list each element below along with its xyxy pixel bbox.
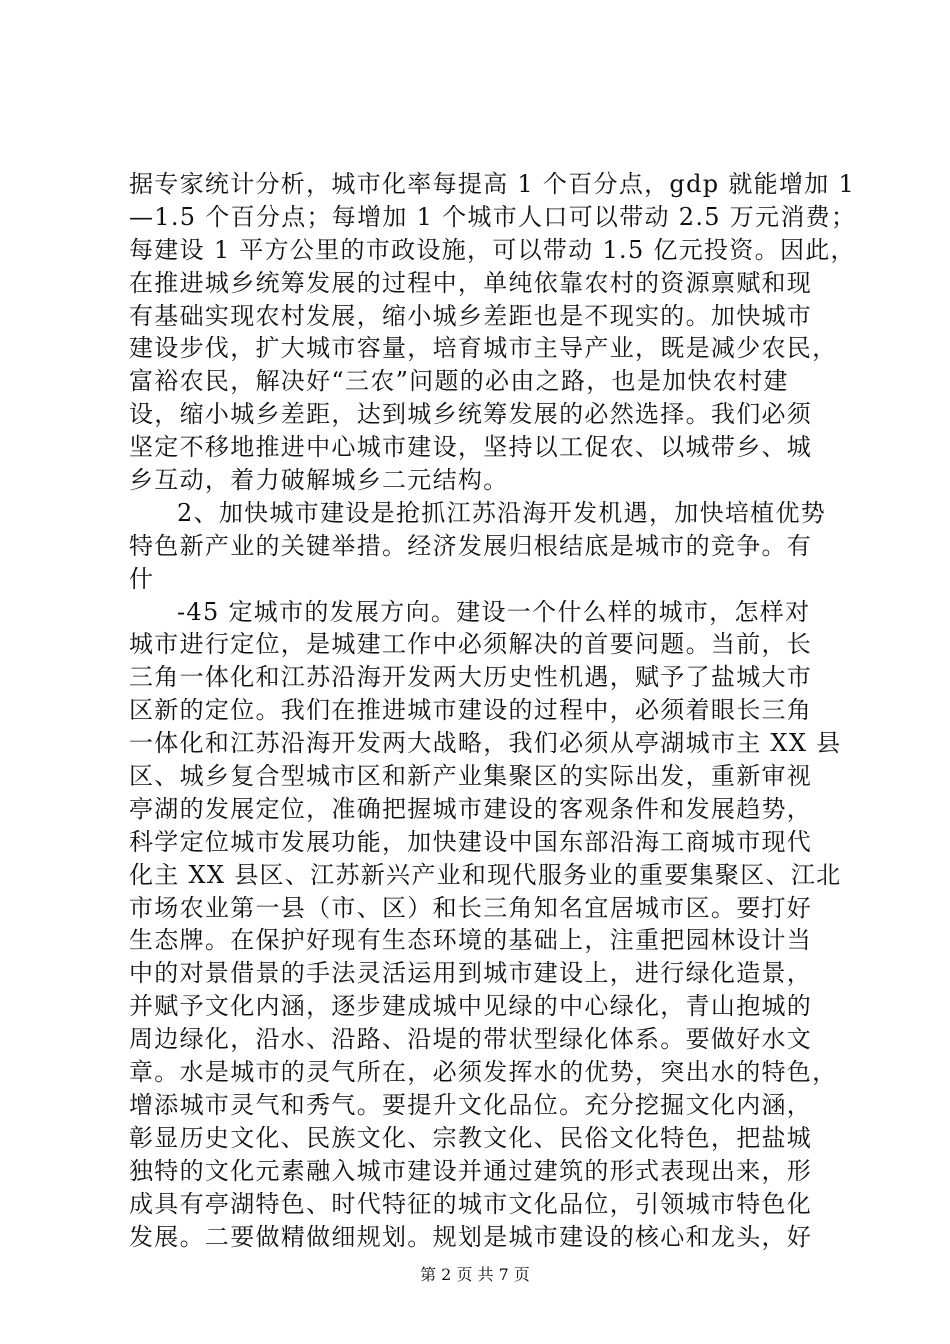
body-text xyxy=(129,168,857,1253)
text-line: 据专家统计分析，城市化率每提高 1 个百分点，gdp 就能增加 1 xyxy=(129,170,856,198)
page-number-footer: 第 2 页 共 7 页 xyxy=(420,1265,530,1284)
text-line: 每建设 1 平方公里的市政设施，可以带动 1.5 亿元投资。因此， xyxy=(129,235,856,264)
text-line: 生态牌。在保护好现有生态环境的基础上，注重把园林设计当 xyxy=(129,926,813,955)
text-line: 乡互动，着力破解城乡二元结构。 xyxy=(129,466,509,495)
text-line: 并赋予文化内涵，逐步建成城中见绿的中心绿化，青山抱城的 xyxy=(129,992,813,1021)
text-line: 成具有亭湖特色、时代特征的城市文化品位，引领城市特色化 xyxy=(129,1189,813,1218)
text-line: 周边绿化，沿水、沿路、沿堤的带状型绿化体系。要做好水文 xyxy=(129,1025,813,1054)
text-line: 中的对景借景的手法灵活运用到城市建设上，进行绿化造景， xyxy=(129,959,813,988)
text-line: 在推进城乡统筹发展的过程中，单纯依靠农村的资源禀赋和现 xyxy=(129,268,813,297)
text-line: 坚定不移地推进中心城市建设，坚持以工促农、以城带乡、城 xyxy=(129,433,813,462)
text-line: 特色新产业的关键举措。经济发展归根结底是城市的竞争。有 xyxy=(129,531,813,560)
text-line: 什 xyxy=(129,564,155,593)
text-line: 富裕农民，解决好“三农”问题的必由之路，也是加快农村建 xyxy=(129,367,789,396)
text-line: 建设步伐，扩大城市容量，培育城市主导产业，既是减少农民， xyxy=(129,334,838,363)
text-line: -45 定城市的发展方向。建设一个什么样的城市，怎样对 xyxy=(177,597,811,626)
text-line: 设，缩小城乡差距，达到城乡统筹发展的必然选择。我们必须 xyxy=(129,400,813,429)
text-line: 增添城市灵气和秀气。要提升文化品位。充分挖掘文化内涵， xyxy=(129,1090,813,1119)
text-line: 独特的文化元素融入城市建设并通过建筑的形式表现出来，形 xyxy=(129,1156,813,1185)
text-line: 章。水是城市的灵气所在，必须发挥水的优势，突出水的特色， xyxy=(129,1058,838,1087)
text-line: 区新的定位。我们在推进城市建设的过程中，必须着眼长三角 xyxy=(129,696,813,725)
text-line: 区、城乡复合型城市区和新产业集聚区的实际出发，重新审视 xyxy=(129,762,813,791)
text-line: 三角一体化和江苏沿海开发两大历史性机遇，赋予了盐城大市 xyxy=(129,663,813,692)
text-line: 亭湖的发展定位，准确把握城市建设的客观条件和发展趋势， xyxy=(129,794,813,823)
text-line: —1.5 个百分点；每增加 1 个城市人口可以带动 2.5 万元消费； xyxy=(129,202,857,231)
text-line: 2、加快城市建设是抢抓江苏沿海开发机遇，加快培植优势 xyxy=(177,498,827,527)
text-line: 化主 XX 县区、江苏新兴产业和现代服务业的重要集聚区、江北 xyxy=(129,860,842,889)
text-line: 彰显历史文化、民族文化、宗教文化、民俗文化特色，把盐城 xyxy=(129,1123,813,1152)
text-line: 科学定位城市发展功能，加快建设中国东部沿海工商城市现代 xyxy=(129,827,813,856)
text-line: 发展。二要做精做细规划。规划是城市建设的核心和龙头，好 xyxy=(129,1222,813,1251)
text-line: 一体化和江苏沿海开发两大战略，我们必须从亭湖城市主 XX 县 xyxy=(129,729,842,758)
text-line: 有基础实现农村发展，缩小城乡差距也是不现实的。加快城市 xyxy=(129,301,813,330)
text-line: 市场农业第一县（市、区）和长三角知名宜居城市区。要打好 xyxy=(129,893,813,922)
text-line: 城市进行定位，是城建工作中必须解决的首要问题。当前，长 xyxy=(129,630,813,659)
